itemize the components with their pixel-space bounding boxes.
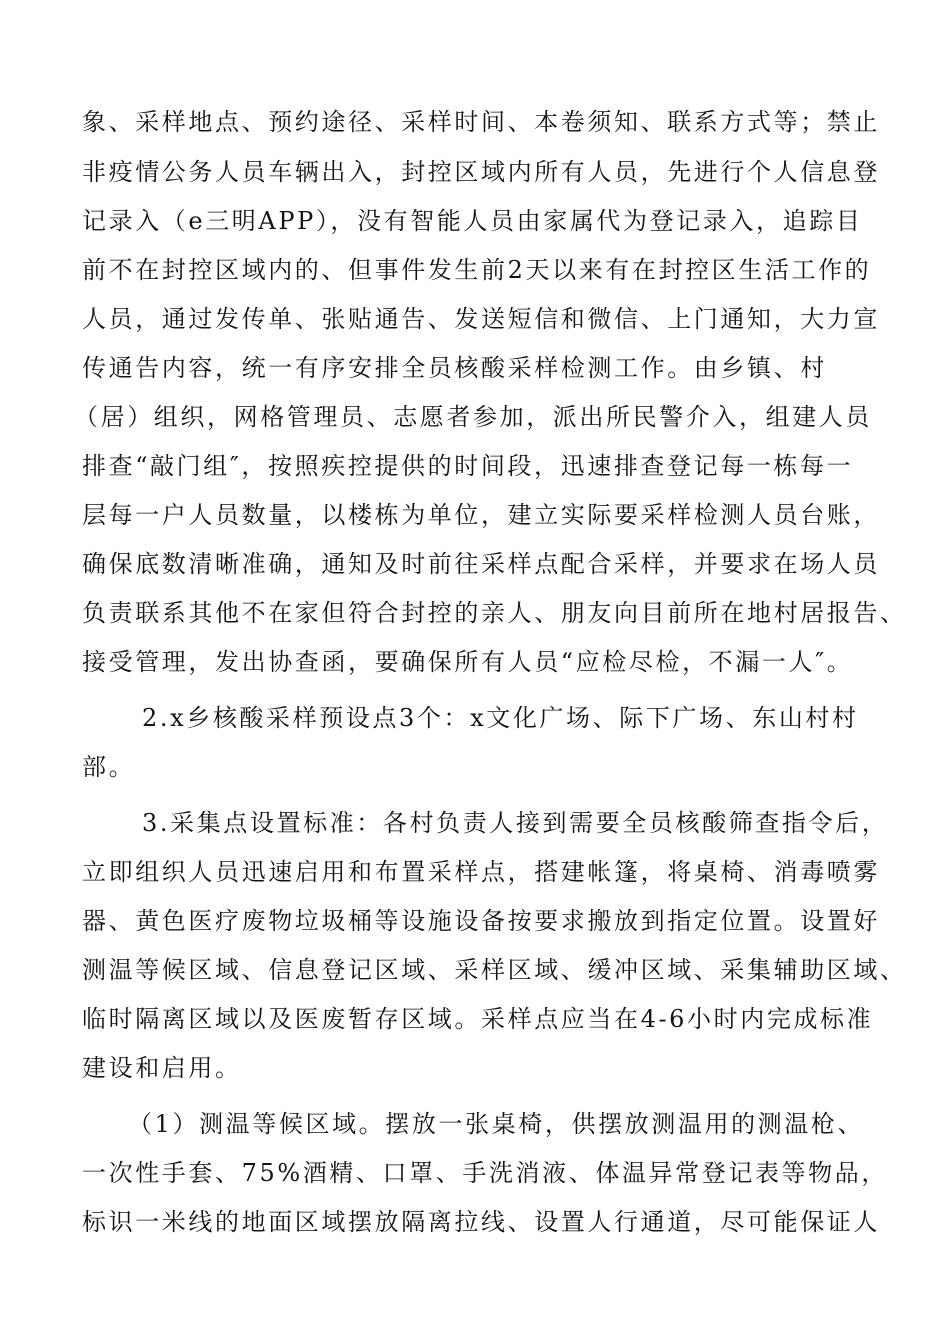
text-line: 2.x乡核酸采样预设点3个：x文化广场、际下广场、东山村村 [142,704,859,732]
text-line: 象、采样地点、预约途径、采样时间、本卷须知、联系方式等；禁止 [82,108,880,136]
text-line: 记录入（e三明APP），没有智能人员由家属代为登记录入，追踪目 [82,207,863,235]
text-line: 确保底数清晰准确，通知及时前往采样点配合采样，并要求在场人员 [82,550,880,578]
text-line: （居）组织，网格管理员、志愿者参加，派出所民警介入，组建人员 [74,403,872,431]
text-line: 立即组织人员迅速启用和布置采样点，搭建帐篷，将桌椅、消毒喷雾 [82,858,880,886]
text-line: 人员，通过发传单、张贴通告、发送短信和微信、上门通知，大力宣 [82,305,880,333]
text-line: 一次性手套、75%酒精、口罩、手洗消液、体温异常登记表等物品， [82,1159,888,1187]
text-line: 非疫情公务人员车辆出入，封控区域内所有人员，先进行个人信息登 [82,158,880,186]
text-line: 层每一户人员数量，以楼栋为单位，建立实际要采样检测人员台账， [82,501,880,529]
text-line: 器、黄色医疗废物垃圾桶等设施设备按要求搬放到指定位置。设置好 [82,907,880,935]
text-line: 部。 [82,753,136,781]
text-line: 测温等候区域、信息登记区域、采样区域、缓冲区域、采集辅助区域、 [82,956,907,984]
text-line: 建设和启用。 [82,1054,242,1082]
text-line: 接受管理，发出协查函，要确保所有人员“应检尽检，不漏一人″。 [82,648,854,676]
text-line: 3.采集点设置标准：各村负责人接到需要全员核酸筛查指令后， [142,809,889,837]
text-line: 标识一米线的地面区域摆放隔离拉线、设置人行通道，尽可能保证人 [82,1208,880,1236]
text-line: 传通告内容，统一有序安排全员核酸采样检测工作。由乡镇、村 [82,354,827,382]
text-line: 临时隔离区域以及医废暂存区域。采样点应当在4-6小时内完成标准 [82,1005,874,1033]
text-line: （1）测温等候区域。摆放一张桌椅，供摆放测温用的测温枪、 [128,1110,865,1138]
text-line: 负责联系其他不在家但符合封控的亲人、朋友向目前所在地村居报告、 [82,599,907,627]
text-line: 前不在封控区域内的、但事件发生前2天以来有在封控区生活工作的 [82,256,872,284]
text-line: 排查“敲门组″，按照疾控提供的时间段，迅速排查登记每一栋每一 [82,452,854,480]
